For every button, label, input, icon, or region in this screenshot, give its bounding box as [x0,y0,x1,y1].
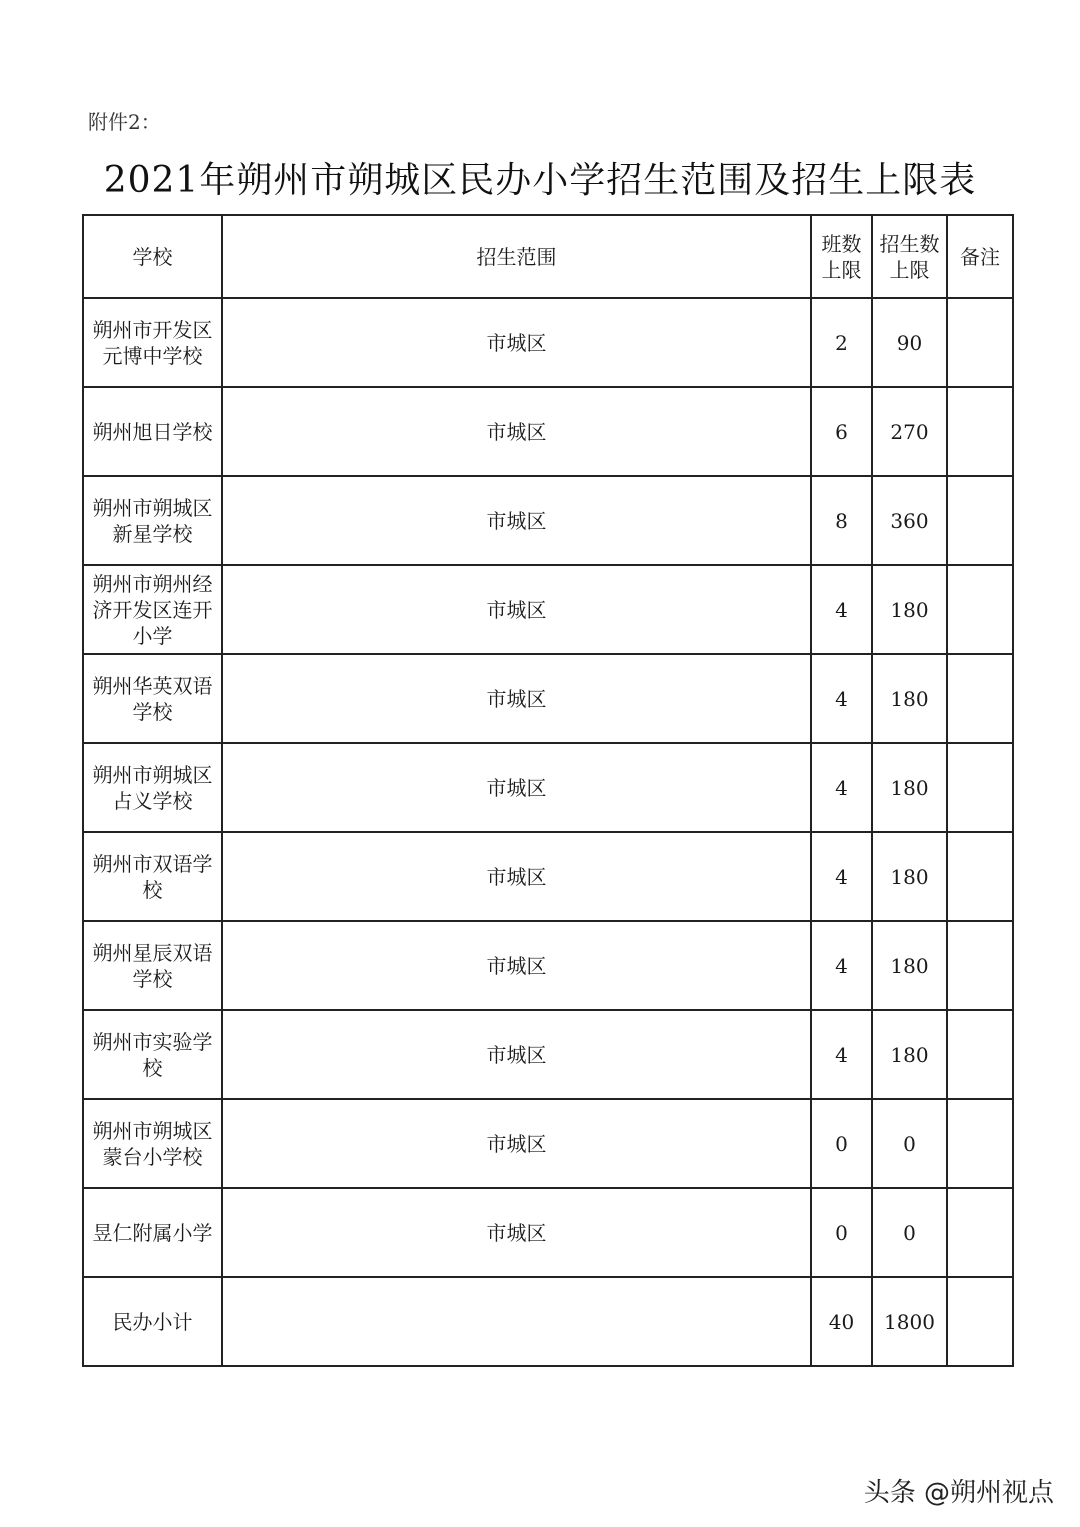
enrollment-table-body [83,215,1013,1366]
cell-school: 朔州市朔城区蒙台小学校 [83,1099,222,1188]
page-title: 2021年朔州市朔城区民办小学招生范围及招生上限表 [103,160,977,201]
table-row [83,1277,1013,1366]
cell-school: 朔州华英双语学校 [83,654,222,743]
cell-range: 市城区 [222,387,811,476]
table-header-row [83,215,1013,298]
table-row [83,832,1013,921]
cell-student-limit: 180 [872,1010,947,1099]
table-row [83,565,1013,654]
cell-school: 朔州旭日学校 [83,387,222,476]
cell-class-limit: 4 [811,832,872,921]
table-row [83,1010,1013,1099]
cell-school: 朔州市双语学校 [83,832,222,921]
table-row [83,921,1013,1010]
cell-range: 市城区 [222,743,811,832]
cell-class-limit: 2 [811,298,872,387]
cell-notes [947,1277,1013,1366]
attachment-label: 附件2： [88,110,161,134]
table-row [83,1188,1013,1277]
cell-school: 朔州市朔州经济开发区连开小学 [83,565,222,654]
cell-school: 民办小计 [83,1277,222,1366]
cell-class-limit: 8 [811,476,872,565]
cell-range: 市城区 [222,476,811,565]
table-row [83,387,1013,476]
cell-class-limit: 0 [811,1099,872,1188]
table-row [83,743,1013,832]
cell-student-limit: 1800 [872,1277,947,1366]
header-range: 招生范围 [222,215,811,298]
cell-student-limit: 0 [872,1099,947,1188]
cell-notes [947,476,1013,565]
header-school: 学校 [83,215,222,298]
table-row [83,476,1013,565]
cell-school: 昱仁附属小学 [83,1188,222,1277]
cell-range: 市城区 [222,1188,811,1277]
cell-student-limit: 270 [872,387,947,476]
cell-class-limit: 4 [811,1010,872,1099]
cell-notes [947,387,1013,476]
cell-notes [947,298,1013,387]
table-row [83,298,1013,387]
cell-notes [947,1099,1013,1188]
watermark: 头条 @朔州视点 [863,1478,1054,1508]
cell-notes [947,921,1013,1010]
cell-student-limit: 180 [872,832,947,921]
cell-student-limit: 180 [872,565,947,654]
cell-notes [947,1188,1013,1277]
table-row [83,1099,1013,1188]
cell-class-limit: 4 [811,565,872,654]
header-notes: 备注 [947,215,1013,298]
cell-notes [947,743,1013,832]
cell-school: 朔州星辰双语学校 [83,921,222,1010]
cell-notes [947,565,1013,654]
table-row [83,654,1013,743]
header-class-limit: 班数 上限 [811,215,872,298]
cell-notes [947,832,1013,921]
cell-student-limit: 180 [872,654,947,743]
cell-student-limit: 0 [872,1188,947,1277]
cell-range [222,1277,811,1366]
cell-class-limit: 4 [811,743,872,832]
cell-student-limit: 90 [872,298,947,387]
cell-school: 朔州市朔城区占义学校 [83,743,222,832]
header-student-limit: 招生数 上限 [872,215,947,298]
cell-range: 市城区 [222,921,811,1010]
cell-class-limit: 4 [811,654,872,743]
cell-range: 市城区 [222,565,811,654]
cell-notes [947,1010,1013,1099]
cell-student-limit: 180 [872,743,947,832]
cell-range: 市城区 [222,298,811,387]
cell-school: 朔州市朔城区新星学校 [83,476,222,565]
cell-school: 朔州市实验学校 [83,1010,222,1099]
cell-range: 市城区 [222,1099,811,1188]
cell-student-limit: 180 [872,921,947,1010]
cell-student-limit: 360 [872,476,947,565]
cell-range: 市城区 [222,832,811,921]
cell-class-limit: 40 [811,1277,872,1366]
cell-notes [947,654,1013,743]
cell-class-limit: 4 [811,921,872,1010]
cell-range: 市城区 [222,1010,811,1099]
cell-class-limit: 6 [811,387,872,476]
cell-school: 朔州市开发区元博中学校 [83,298,222,387]
cell-class-limit: 0 [811,1188,872,1277]
cell-range: 市城区 [222,654,811,743]
enrollment-table [82,214,1014,1367]
